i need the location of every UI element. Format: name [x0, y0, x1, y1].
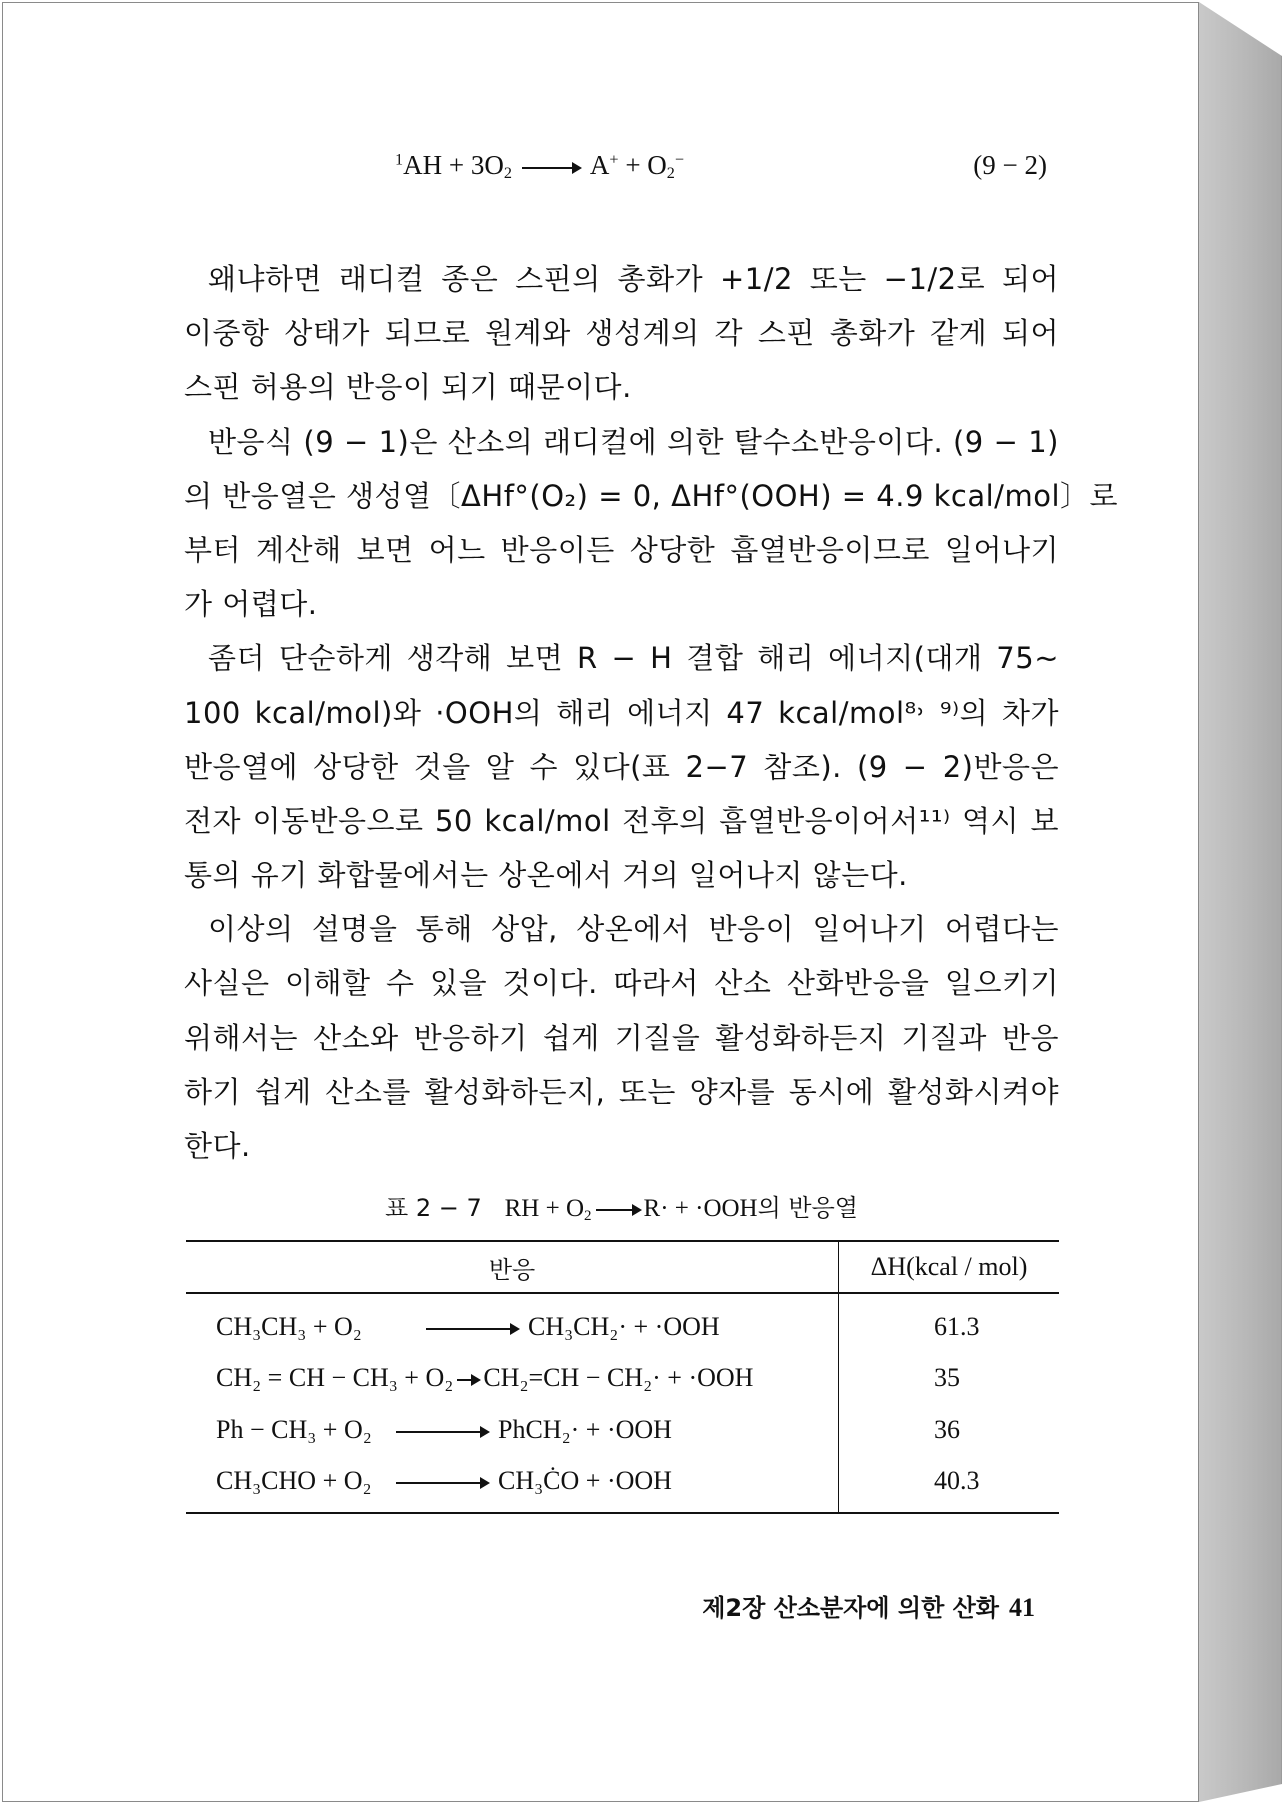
- reaction-cell: [186, 1456, 839, 1514]
- reactants: Ph − CH₃ + O₂: [216, 1414, 372, 1444]
- table-row: [186, 1353, 1059, 1405]
- dh-value: 61.3: [934, 1311, 980, 1341]
- p4-line: 사실은 이해할 수 있을 것이다. 따라서 산소 산화반응을 일으키기: [184, 966, 1059, 1001]
- dh-value: 40.3: [839, 1456, 1060, 1514]
- p3-line: 100 kcal/mol)와 ·OOH의 해리 에너지 47 kcal/mol⁸˒ ⁹⁾의 차가: [184, 695, 1059, 730]
- reaction-arrow-icon: [426, 1328, 518, 1330]
- table-row: [186, 1404, 1059, 1456]
- eq-rhs-b-sub: 2: [666, 164, 675, 183]
- reaction-arrow-icon: [396, 1431, 488, 1433]
- eq-lhs: AH + 3O: [403, 150, 504, 180]
- reaction-cell: [186, 1293, 839, 1353]
- reaction-heat-table: [186, 1240, 1059, 1514]
- table-row: [186, 1293, 1059, 1353]
- table-caption-suffix: 의 반응열: [757, 1194, 858, 1222]
- dh-value: 35: [934, 1363, 960, 1393]
- equation-9-2: [180, 150, 1060, 190]
- products: CH₃CH₂· + ·OOH: [528, 1311, 720, 1341]
- eq-rhs-b-super: −: [674, 150, 685, 169]
- caption-formula-sub: 2: [584, 1207, 592, 1224]
- reactants: CH₂ = CH − CH₃ + O₂: [216, 1363, 454, 1393]
- p4-line: 하기 쉽게 산소를 활성화하든지, 또는 양자를 동시에 활성화시켜야: [184, 1074, 1059, 1109]
- table-header-row: [186, 1241, 1059, 1293]
- eq-lhs-super: 1: [395, 150, 404, 169]
- p4-line: 이상의 설명을 통해 상압, 상온에서 반응이 일어나기 어렵다는: [208, 912, 1059, 947]
- products: PhCH₂· + ·OOH: [498, 1414, 672, 1444]
- products: CH₂=CH − CH₂· + ·OOH: [483, 1363, 754, 1393]
- reaction-arrow-icon: [522, 167, 580, 169]
- p3-line: 통의 유기 화합물에서는 상온에서 거의 일어나지 않는다.: [184, 858, 908, 893]
- eq-lhs-sub: 2: [503, 164, 512, 183]
- p2-line: 반응식 (9 − 1)은 산소의 래디컬에 의한 탈수소반응이다. (9 − 1): [208, 424, 1059, 459]
- p2-line: 의 반응열은 생성열〔ΔHf°(O₂) = 0, ΔHf°(OOH) = 4.9 kcal/mol〕로: [184, 478, 1119, 513]
- p2-line: 가 어렵다.: [184, 587, 318, 622]
- p1-line: 스핀 허용의 반응이 되기 때문이다.: [184, 370, 632, 405]
- p3-line: 전자 이동반응으로 50 kcal/mol 전후의 흡열반응이어서¹¹⁾ 역시 보: [184, 803, 1059, 838]
- table-caption: [184, 1188, 1059, 1223]
- p4-line: 위해서는 산소와 반응하기 쉽게 기질을 활성화하든지 기질과 반응: [184, 1020, 1059, 1055]
- page-number: 41: [1009, 1593, 1035, 1622]
- p4-line: 한다.: [184, 1129, 251, 1163]
- p3-line: 반응열에 상당한 것을 알 수 있다(표 2−7 참조). (9 − 2)반응은: [184, 749, 1059, 784]
- p1-line: 이중항 상태가 되므로 원계와 생성계의 각 스핀 총화가 같게 되어: [184, 316, 1059, 351]
- reaction-arrow-icon: [457, 1379, 479, 1381]
- caption-formula: [505, 1195, 758, 1222]
- reactants: CH₃CHO + O₂: [216, 1466, 372, 1496]
- eq-rhs-a-super: +: [609, 150, 619, 169]
- reactants: CH₃CH₃ + O₂: [216, 1311, 362, 1341]
- page-footer: [702, 1588, 1035, 1623]
- dh-value: 36: [934, 1414, 960, 1444]
- page-stack-edge: [1199, 2, 1282, 1802]
- column-header-dh: ΔH(kcal / mol): [839, 1241, 1060, 1293]
- caption-formula-right: R· + ·OOH: [643, 1195, 758, 1222]
- reaction-arrow-icon: [596, 1209, 640, 1211]
- equation-number: (9 − 2): [973, 150, 1047, 180]
- column-header-reaction: 반응: [186, 1241, 839, 1293]
- reaction-cell: [186, 1404, 839, 1456]
- body-text: [184, 252, 1119, 1173]
- p3-line: 좀더 단순하게 생각해 보면 R − H 결합 해리 에너지(대개 75∼: [208, 641, 1059, 676]
- p1-line: 왜냐하면 래디컬 종은 스핀의 총화가 +1/2 또는 −1/2로 되어: [208, 262, 1059, 296]
- equation-formula: [395, 150, 684, 181]
- products: CH₃ĊO + ·OOH: [498, 1466, 672, 1496]
- reaction-arrow-icon: [396, 1482, 488, 1484]
- table-row: [186, 1456, 1059, 1514]
- chapter-title: 제2장 산소분자에 의한 산화: [702, 1594, 999, 1622]
- eq-rhs-b: + O: [618, 150, 667, 180]
- table-caption-label: 표 2 − 7: [385, 1194, 482, 1222]
- p2-line: 부터 계산해 보면 어느 반응이든 상당한 흡열반응이므로 일어나기: [184, 532, 1059, 567]
- caption-formula-left: RH + O: [504, 1195, 585, 1222]
- eq-rhs-a: A: [589, 150, 610, 180]
- reaction-cell: [186, 1353, 839, 1405]
